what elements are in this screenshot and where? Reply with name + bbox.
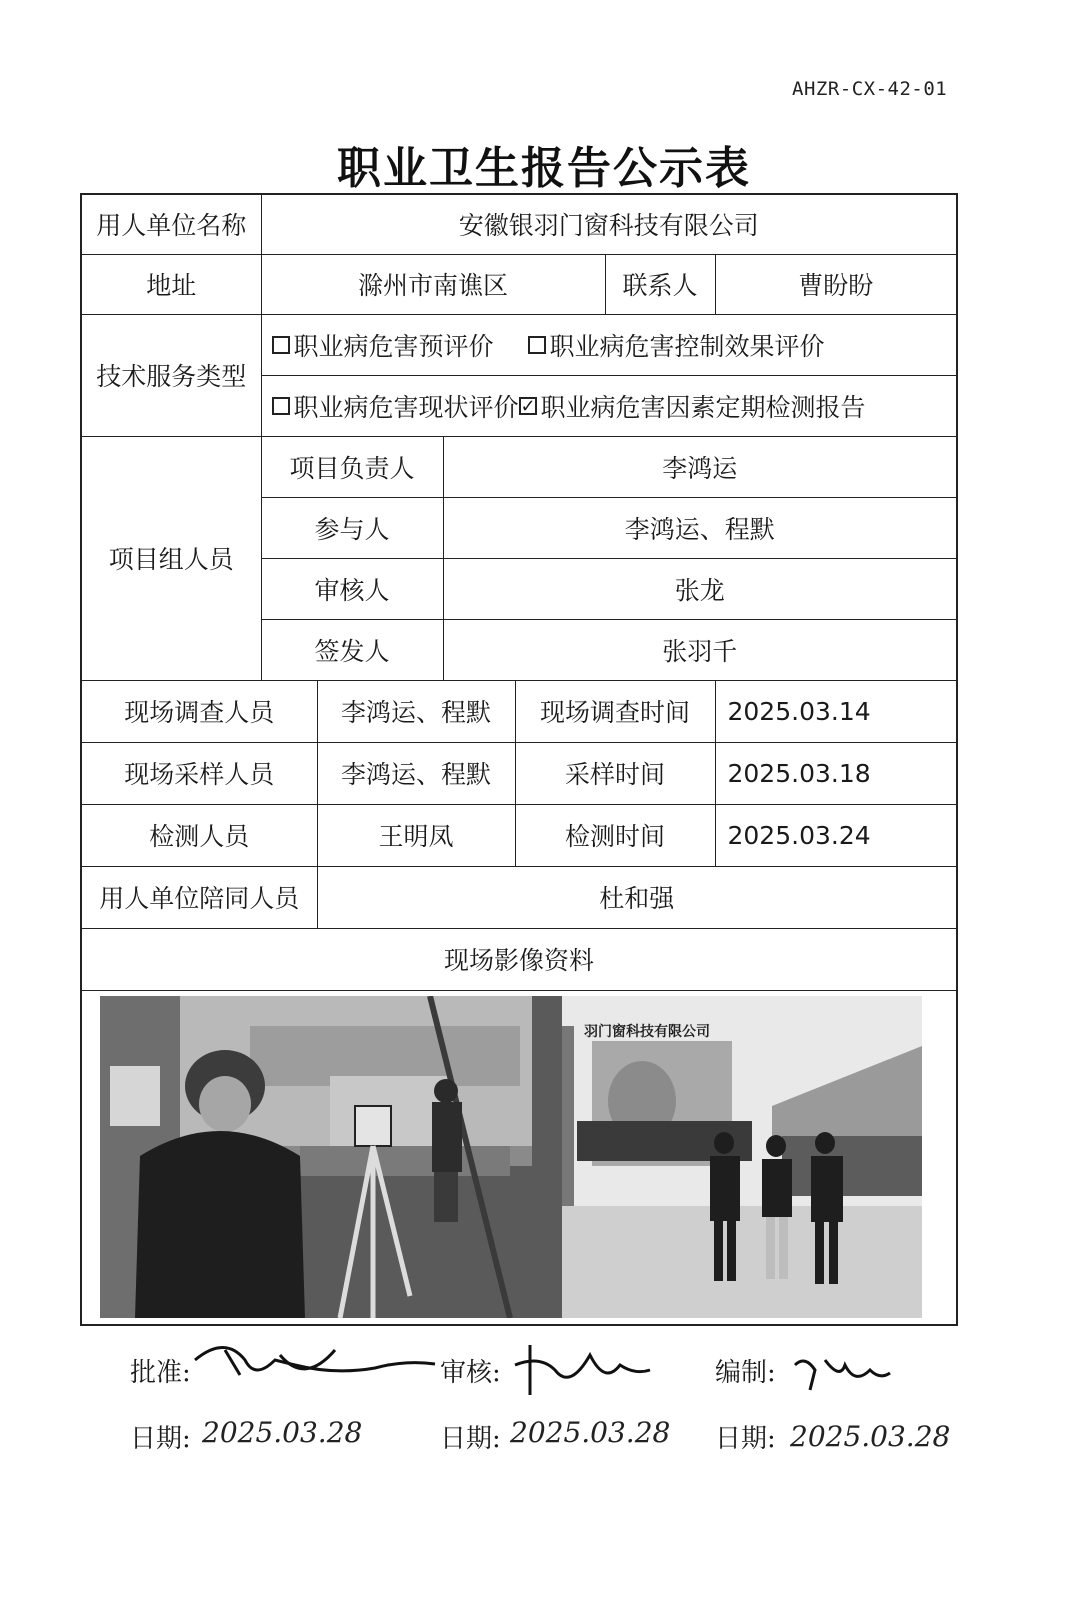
checkbox-pre-evaluation	[272, 336, 290, 354]
escort-value: 杜和强	[317, 866, 957, 928]
survey-staff: 李鸿运、程默	[317, 680, 515, 742]
photos-header-row	[81, 928, 957, 990]
gate-sign-text: 羽门窗科技有限公司	[584, 1023, 710, 1040]
photos-row	[81, 990, 957, 1325]
report-table	[80, 193, 958, 1326]
address-label: 地址	[81, 254, 261, 314]
contact-value: 曹盼盼	[715, 254, 957, 314]
checkbox-periodic-testing-checked: ✓	[520, 395, 536, 417]
service-row-1	[81, 314, 957, 375]
sampling-row	[81, 742, 957, 804]
team-name: 张羽千	[443, 619, 957, 680]
survey-time-label: 现场调查时间	[515, 680, 715, 742]
testing-row	[81, 804, 957, 866]
checkbox-status-evaluation	[272, 397, 290, 415]
company-value: 安徽银羽门窗科技有限公司	[261, 194, 957, 254]
compile-date-label: 日期:	[715, 1424, 776, 1454]
service-label: 技术服务类型	[81, 314, 261, 436]
team-name: 李鸿运	[443, 436, 957, 497]
address-value: 滁州市南谯区	[261, 254, 605, 314]
team-role: 参与人	[261, 497, 443, 558]
service-option-label: 职业病危害现状评价	[293, 392, 519, 422]
sampling-staff: 李鸿运、程默	[317, 742, 515, 804]
checkbox-control-evaluation	[528, 336, 546, 354]
address-row	[81, 254, 957, 314]
testing-time: 2025.03.24	[715, 804, 957, 866]
photos-cell	[81, 990, 957, 1325]
compile-label: 编制:	[715, 1358, 776, 1388]
sampling-time-label: 采样时间	[515, 742, 715, 804]
approve-label: 批准:	[130, 1358, 191, 1388]
compile-date: 2025.03.28	[790, 1420, 951, 1453]
approve-date: 2025.03.28	[202, 1416, 363, 1449]
escort-label: 用人单位陪同人员	[81, 866, 317, 928]
team-row	[81, 436, 957, 497]
team-role: 项目负责人	[261, 436, 443, 497]
service-options-1	[261, 314, 957, 375]
approve-signature	[185, 1330, 455, 1390]
document-code: AHZR-CX-42-01	[792, 78, 948, 100]
review-signature	[510, 1335, 660, 1405]
service-option-label: 职业病危害预评价	[293, 331, 494, 361]
review-label: 审核:	[440, 1358, 501, 1388]
company-row	[81, 194, 957, 254]
photos-label: 现场影像资料	[81, 928, 957, 990]
survey-row	[81, 680, 957, 742]
team-name: 李鸿运、程默	[443, 497, 957, 558]
review-date: 2025.03.28	[510, 1416, 671, 1449]
testing-time-label: 检测时间	[515, 804, 715, 866]
team-role: 审核人	[261, 558, 443, 619]
service-options-2	[261, 375, 957, 436]
service-option-label: 职业病危害控制效果评价	[549, 331, 825, 361]
approve-date-label: 日期:	[130, 1424, 191, 1454]
compile-signature	[785, 1345, 895, 1400]
survey-time: 2025.03.14	[715, 680, 957, 742]
contact-label: 联系人	[605, 254, 715, 314]
testing-staff: 王明凤	[317, 804, 515, 866]
site-photo-sampling	[100, 996, 532, 1318]
sampling-time: 2025.03.18	[715, 742, 957, 804]
company-label: 用人单位名称	[81, 194, 261, 254]
sampling-staff-label: 现场采样人员	[81, 742, 317, 804]
site-photo-team	[532, 996, 922, 1318]
survey-staff-label: 现场调查人员	[81, 680, 317, 742]
service-option-label: 职业病危害因素定期检测报告	[540, 392, 866, 422]
review-date-label: 日期:	[440, 1424, 501, 1454]
page-title: 职业卫生报告公示表	[337, 143, 751, 194]
testing-staff-label: 检测人员	[81, 804, 317, 866]
team-role: 签发人	[261, 619, 443, 680]
team-label: 项目组人员	[81, 436, 261, 680]
team-name: 张龙	[443, 558, 957, 619]
escort-row	[81, 866, 957, 928]
